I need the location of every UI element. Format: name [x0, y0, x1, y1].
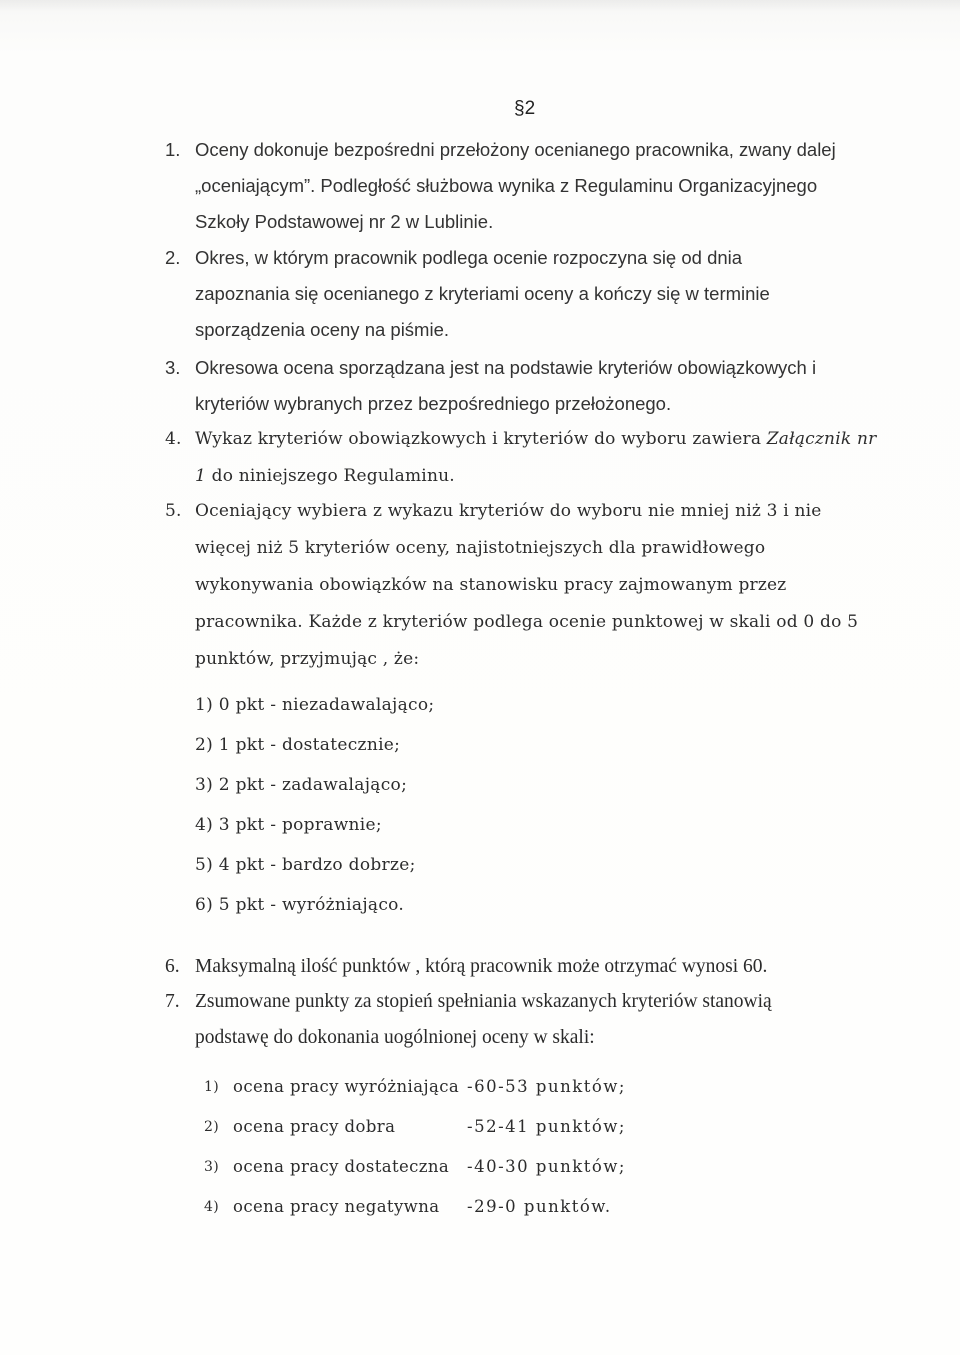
paragraph-2 — [165, 240, 885, 348]
rating-label: ocena pracy wyróżniająca — [233, 1077, 460, 1096]
points-scale-item: 5) 4 pkt - bardzo dobrze; — [195, 855, 416, 875]
scan-edge — [0, 0, 960, 12]
paragraph-number: 7. — [165, 991, 180, 1012]
rating-number: 2) — [204, 1119, 220, 1135]
paragraph-line: Okresowa ocena sporządzana jest na podstawie kryteriów obowiązkowych i — [195, 357, 817, 378]
points-scale-item: 3) 2 pkt - zadawalająco; — [195, 775, 408, 795]
paragraph-line: Szkoły Podstawowej nr 2 w Lublinie. — [195, 211, 494, 232]
paragraph-7 — [165, 984, 885, 1056]
paragraph-line: Okres, w którym pracownik podlega ocenie rozpoczyna się od dnia — [195, 247, 743, 268]
rating-number: 4) — [204, 1199, 220, 1215]
paragraph-line: Oceny dokonuje bezpośredni przełożony ocenianego pracownika, zwany dalej — [195, 139, 836, 160]
paragraph-1 — [165, 132, 885, 240]
paragraph-line: punktów, przyjmując , że: — [195, 649, 420, 669]
points-scale-item: 4) 3 pkt - poprawnie; — [195, 815, 382, 835]
points-scale-list — [195, 685, 434, 925]
paragraph-4 — [165, 421, 885, 495]
paragraph-line — [195, 458, 885, 495]
paragraph-number: 2. — [165, 247, 181, 268]
rating-number: 1) — [204, 1079, 220, 1095]
paragraph-line: „oceniającym”. Podległość służbowa wynika z Regulaminu Organizacyjnego — [195, 175, 818, 196]
rating-label: ocena pracy dobra — [233, 1117, 396, 1136]
paragraph-line: wykonywania obowiązków na stanowisku pracy zajmowanym przez — [195, 575, 787, 595]
paragraph-line: kryteriów wybranych przez bezpośredniego przełożonego. — [195, 393, 672, 414]
paragraph-number: 1. — [165, 139, 181, 160]
points-scale-item: 1) 0 pkt - niezadawalająco; — [195, 695, 435, 715]
paragraph-line: podstawę do dokonania uogólnionej oceny w skali: — [195, 1027, 595, 1048]
annex-number: 1 — [195, 466, 207, 486]
paragraph-line: Zsumowane punkty za stopień spełniania wskazanych kryteriów stanowią — [195, 991, 772, 1012]
paragraph-line: zapoznania się ocenianego z kryteriami oceny a kończy się w terminie — [195, 283, 770, 304]
annex-reference: Załącznik nr — [766, 429, 877, 449]
rating-label: ocena pracy negatywna — [233, 1197, 440, 1216]
section-heading: §2 — [514, 98, 536, 119]
points-scale-item: 6) 5 pkt - wyróżniająco. — [195, 895, 405, 915]
paragraph-line: Oceniający wybiera z wykazu kryteriów do wyboru nie mniej niż 3 i nie — [195, 501, 822, 521]
paragraph-line — [195, 421, 885, 458]
paragraph-5 — [165, 493, 885, 678]
rating-points: -52-41 punktów; — [467, 1117, 626, 1136]
paragraph-text: Wykaz kryteriów obowiązkowych i kryteriów do wyboru zawiera — [195, 429, 767, 449]
paragraph-line: sporządzenia oceny na piśmie. — [195, 319, 450, 340]
points-scale-item: 2) 1 pkt - dostatecznie; — [195, 735, 401, 755]
paragraph-number: 4. — [165, 429, 182, 449]
paragraph-number: 6. — [165, 956, 180, 977]
rating-number: 3) — [204, 1159, 220, 1175]
paragraph-line: więcej niż 5 kryteriów oceny, najistotniejszych dla prawidłowego — [195, 538, 766, 558]
paragraph-line: Maksymalną ilość punktów , którą pracownik może otrzymać wynosi 60. — [195, 956, 768, 977]
paragraph-3 — [165, 350, 885, 422]
rating-points: -40-30 punktów; — [467, 1157, 626, 1176]
paragraph-text: do niniejszego Regulaminu. — [206, 466, 455, 486]
rating-points: -60-53 punktów; — [467, 1077, 626, 1096]
paragraph-number: 3. — [165, 357, 181, 378]
paragraph-6 — [165, 949, 885, 985]
paragraph-line: pracownika. Każde z kryteriów podlega ocenie punktowej w skali od 0 do 5 — [195, 612, 859, 632]
paragraph-number: 5. — [165, 501, 182, 521]
rating-points: -29-0 punktów. — [467, 1197, 612, 1216]
rating-label: ocena pracy dostateczna — [233, 1157, 450, 1176]
